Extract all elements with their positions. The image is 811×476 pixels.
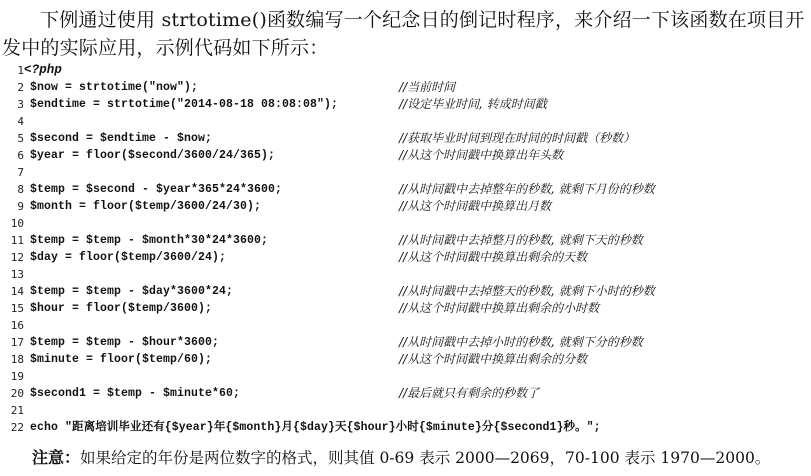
note-label: 注意： — [32, 448, 81, 467]
code-text: echo "距离培训毕业还有{$year}年{$month}月{$day}天{$hour}小时{$minute}分{$second1}秒。"; — [30, 421, 601, 434]
code-text: $month = floor($temp/3600/24/30); — [30, 200, 262, 213]
line-number: 18 — [10, 353, 24, 366]
code-line — [0, 113, 811, 130]
line-number: 11 — [10, 234, 24, 247]
code-text: $minute = floor($temp/60); — [30, 353, 213, 366]
line-number: 9 — [17, 200, 24, 213]
line-number: 7 — [17, 166, 24, 179]
code-line — [0, 283, 811, 300]
code-line — [0, 130, 811, 147]
line-number: 20 — [10, 387, 24, 400]
code-line — [0, 317, 811, 334]
code-line — [0, 419, 811, 436]
code-comment: //最后就只有剩余的秒数了 — [399, 386, 540, 400]
line-number: 1 — [17, 64, 24, 77]
code-text: $temp = $second - $year*365*24*3600; — [30, 183, 283, 196]
code-comment: //从时间戳中去掉整年的秒数, 就剩下月份的秒数 — [399, 182, 655, 196]
note-paragraph — [32, 446, 770, 470]
line-number: 15 — [10, 302, 24, 315]
code-line — [0, 300, 811, 317]
code-line — [0, 181, 811, 198]
code-text: $temp = $temp - $month*30*24*3600; — [30, 234, 269, 247]
code-line — [0, 79, 811, 96]
line-number: 6 — [17, 149, 24, 162]
line-number: 17 — [10, 336, 24, 349]
code-comment: //从这个时间戳中换算出剩余的分数 — [399, 352, 588, 366]
line-number: 5 — [17, 132, 24, 145]
code-comment: //从这个时间戳中换算出月数 — [399, 199, 552, 213]
line-number: 10 — [10, 217, 24, 230]
code-comment: //获取毕业时间到现在时间的时间戳（秒数） — [399, 131, 636, 145]
line-number: 22 — [10, 421, 24, 434]
line-number: 16 — [10, 319, 24, 332]
line-number: 4 — [17, 115, 24, 128]
note-text: 如果给定的年份是两位数字的格式，则其值 0-69 表示 2000—2069，70-100 表示 1970—2000。 — [80, 449, 771, 467]
code-line — [0, 368, 811, 385]
code-text: $second1 = $temp - $minute*60; — [30, 387, 241, 400]
code-line — [0, 266, 811, 283]
line-number: 8 — [17, 183, 24, 196]
code-line — [0, 385, 811, 402]
line-number: 21 — [10, 404, 24, 417]
line-number: 13 — [10, 268, 24, 281]
code-comment: //从这个时间戳中换算出剩余的小时数 — [399, 301, 600, 315]
code-line — [0, 351, 811, 368]
code-comment: //设定毕业时间, 转成时间戳 — [399, 97, 547, 111]
code-line — [0, 62, 811, 79]
code-comment: //从这个时间戳中换算出年头数 — [399, 148, 564, 162]
code-text: $second = $endtime - $now; — [30, 132, 213, 145]
line-number: 12 — [10, 251, 24, 264]
code-line — [0, 215, 811, 232]
code-line — [0, 164, 811, 181]
code-text: <?php — [24, 63, 63, 77]
code-comment: //从时间戳中去掉整月的秒数, 就剩下天的秒数 — [399, 233, 643, 247]
code-line — [0, 249, 811, 266]
code-text: $now = strtotime("now"); — [30, 81, 199, 94]
line-number: 14 — [10, 285, 24, 298]
line-number: 3 — [17, 98, 24, 111]
code-comment: //从时间戳中去掉整天的秒数, 就剩下小时的秒数 — [399, 284, 655, 298]
code-comment: //从这个时间戳中换算出剩余的天数 — [399, 250, 588, 264]
code-text: $day = floor($temp/3600/24); — [30, 251, 227, 264]
code-comment: //当前时间 — [399, 80, 456, 94]
code-comment: //从时间戳中去掉小时的秒数, 就剩下分的秒数 — [399, 335, 643, 349]
intro-paragraph: 下例通过使用 strtotime()函数编写一个纪念日的倒记时程序，来介绍一下该函数在项目开发中的实际应用，示例代码如下所示： — [2, 9, 805, 59]
code-text: $temp = $temp - $day*3600*24; — [30, 285, 234, 298]
line-number: 2 — [17, 81, 24, 94]
code-line — [0, 147, 811, 164]
code-text: $endtime = strtotime("2014-08-18 08:08:08"); — [30, 98, 339, 111]
code-text: $year = floor($second/3600/24/365); — [30, 149, 276, 162]
code-line — [0, 334, 811, 351]
code-line — [0, 96, 811, 113]
line-number: 19 — [10, 370, 24, 383]
code-line — [0, 232, 811, 249]
code-line — [0, 402, 811, 419]
code-text: $temp = $temp - $hour*3600; — [30, 336, 220, 349]
code-line — [0, 198, 811, 215]
code-text: $hour = floor($temp/3600); — [30, 302, 213, 315]
